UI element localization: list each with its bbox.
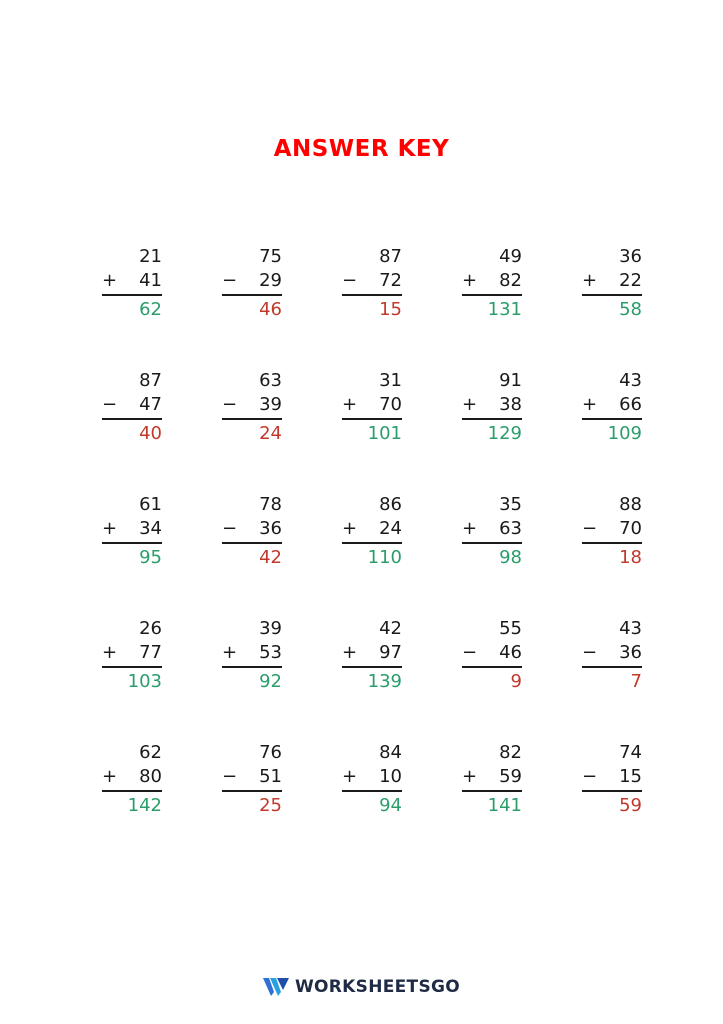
plus-sign: + — [102, 518, 118, 539]
sum-line — [462, 418, 522, 420]
top-operand: 43 — [619, 618, 642, 639]
worksheetsgo-logo-icon — [263, 976, 289, 998]
bottom-operand: 36 — [619, 642, 642, 663]
bottom-operand-row — [462, 766, 522, 790]
bottom-operand: 29 — [259, 270, 282, 291]
bottom-operand-row — [222, 518, 282, 542]
top-operand-row — [582, 618, 642, 642]
top-operand-row — [342, 742, 402, 766]
answer: 9 — [510, 671, 522, 692]
bottom-operand: 53 — [259, 642, 282, 663]
sum-line — [342, 542, 402, 544]
sum-line — [462, 542, 522, 544]
top-operand: 84 — [379, 742, 402, 763]
top-operand-row — [102, 246, 162, 270]
answer: 7 — [630, 671, 642, 692]
bottom-operand-row — [102, 394, 162, 418]
problem-3-2 — [222, 494, 282, 574]
sum-line — [462, 294, 522, 296]
top-operand-row — [462, 742, 522, 766]
sum-line — [582, 666, 642, 668]
plus-sign: + — [342, 394, 358, 415]
answer: 94 — [379, 795, 402, 816]
sum-line — [342, 666, 402, 668]
top-operand-row — [222, 246, 282, 270]
sum-line — [222, 418, 282, 420]
plus-sign: + — [342, 642, 358, 663]
problem-5-4 — [462, 742, 522, 822]
bottom-operand: 41 — [139, 270, 162, 291]
bottom-operand-row — [222, 270, 282, 294]
bottom-operand: 34 — [139, 518, 162, 539]
problem-5-3 — [342, 742, 402, 822]
problem-4-2 — [222, 618, 282, 698]
bottom-operand-row — [462, 642, 522, 666]
top-operand-row — [582, 246, 642, 270]
top-operand: 86 — [379, 494, 402, 515]
top-operand: 88 — [619, 494, 642, 515]
sum-line — [342, 294, 402, 296]
problem-1-2 — [222, 246, 282, 326]
top-operand: 43 — [619, 370, 642, 391]
problem-3-4 — [462, 494, 522, 574]
answer: 110 — [367, 547, 402, 568]
bottom-operand-row — [582, 518, 642, 542]
answer: 103 — [127, 671, 162, 692]
answer: 42 — [259, 547, 282, 568]
bottom-operand-row — [462, 518, 522, 542]
bottom-operand: 38 — [499, 394, 522, 415]
bottom-operand-row — [102, 270, 162, 294]
top-operand-row — [582, 370, 642, 394]
answer: 25 — [259, 795, 282, 816]
sum-line — [582, 418, 642, 420]
top-operand-row — [342, 370, 402, 394]
top-operand-row — [102, 742, 162, 766]
bottom-operand-row — [582, 642, 642, 666]
bottom-operand: 70 — [619, 518, 642, 539]
problem-2-4 — [462, 370, 522, 450]
problem-1-1 — [102, 246, 162, 326]
bottom-operand-row — [462, 270, 522, 294]
sum-line — [342, 790, 402, 792]
bottom-operand-row — [102, 642, 162, 666]
plus-sign: + — [102, 270, 118, 291]
sum-line — [102, 790, 162, 792]
problem-5-5 — [582, 742, 642, 822]
bottom-operand-row — [582, 394, 642, 418]
bottom-operand-row — [462, 394, 522, 418]
answer: 46 — [259, 299, 282, 320]
sum-line — [222, 790, 282, 792]
top-operand: 76 — [259, 742, 282, 763]
top-operand: 62 — [139, 742, 162, 763]
answer: 141 — [487, 795, 522, 816]
bottom-operand: 47 — [139, 394, 162, 415]
top-operand: 21 — [139, 246, 162, 267]
bottom-operand-row — [102, 518, 162, 542]
footer-brand — [0, 976, 723, 998]
bottom-operand: 97 — [379, 642, 402, 663]
answer: 131 — [487, 299, 522, 320]
answer: 92 — [259, 671, 282, 692]
problem-4-4 — [462, 618, 522, 698]
sum-line — [102, 542, 162, 544]
problem-5-1 — [102, 742, 162, 822]
minus-sign: − — [462, 642, 478, 663]
bottom-operand: 72 — [379, 270, 402, 291]
plus-sign: + — [582, 394, 598, 415]
top-operand-row — [102, 370, 162, 394]
top-operand-row — [102, 494, 162, 518]
top-operand-row — [462, 370, 522, 394]
problem-2-1 — [102, 370, 162, 450]
top-operand-row — [222, 370, 282, 394]
top-operand: 42 — [379, 618, 402, 639]
bottom-operand: 59 — [499, 766, 522, 787]
top-operand: 31 — [379, 370, 402, 391]
problem-3-5 — [582, 494, 642, 574]
plus-sign: + — [102, 642, 118, 663]
answer: 24 — [259, 423, 282, 444]
top-operand: 78 — [259, 494, 282, 515]
top-operand: 87 — [379, 246, 402, 267]
top-operand: 82 — [499, 742, 522, 763]
page-title: ANSWER KEY — [273, 136, 450, 162]
bottom-operand-row — [582, 270, 642, 294]
sum-line — [342, 418, 402, 420]
minus-sign: − — [222, 270, 238, 291]
bottom-operand: 36 — [259, 518, 282, 539]
minus-sign: − — [342, 270, 358, 291]
sum-line — [582, 790, 642, 792]
top-operand: 74 — [619, 742, 642, 763]
top-operand-row — [342, 494, 402, 518]
top-operand-row — [222, 494, 282, 518]
top-operand-row — [342, 246, 402, 270]
sum-line — [462, 790, 522, 792]
sum-line — [582, 294, 642, 296]
top-operand-row — [222, 742, 282, 766]
plus-sign: + — [342, 766, 358, 787]
top-operand-row — [582, 494, 642, 518]
problem-1-4 — [462, 246, 522, 326]
problem-4-5 — [582, 618, 642, 698]
plus-sign: + — [342, 518, 358, 539]
sum-line — [582, 542, 642, 544]
answer: 101 — [367, 423, 402, 444]
sum-line — [102, 418, 162, 420]
bottom-operand-row — [342, 518, 402, 542]
top-operand: 61 — [139, 494, 162, 515]
bottom-operand: 82 — [499, 270, 522, 291]
minus-sign: − — [222, 394, 238, 415]
problem-grid — [0, 246, 723, 826]
minus-sign: − — [222, 766, 238, 787]
bottom-operand-row — [102, 766, 162, 790]
minus-sign: − — [582, 518, 598, 539]
plus-sign: + — [462, 766, 478, 787]
plus-sign: + — [462, 394, 478, 415]
answer: 139 — [367, 671, 402, 692]
plus-sign: + — [462, 518, 478, 539]
top-operand: 63 — [259, 370, 282, 391]
bottom-operand: 70 — [379, 394, 402, 415]
bottom-operand: 77 — [139, 642, 162, 663]
problem-2-2 — [222, 370, 282, 450]
problem-3-1 — [102, 494, 162, 574]
answer: 95 — [139, 547, 162, 568]
answer: 142 — [127, 795, 162, 816]
top-operand: 75 — [259, 246, 282, 267]
bottom-operand-row — [222, 642, 282, 666]
bottom-operand: 39 — [259, 394, 282, 415]
bottom-operand: 22 — [619, 270, 642, 291]
answer: 18 — [619, 547, 642, 568]
sum-line — [102, 294, 162, 296]
bottom-operand-row — [222, 394, 282, 418]
answer: 129 — [487, 423, 522, 444]
top-operand-row — [342, 618, 402, 642]
answer: 59 — [619, 795, 642, 816]
top-operand: 39 — [259, 618, 282, 639]
top-operand: 35 — [499, 494, 522, 515]
problem-3-3 — [342, 494, 402, 574]
bottom-operand-row — [342, 270, 402, 294]
answer: 40 — [139, 423, 162, 444]
top-operand-row — [462, 246, 522, 270]
plus-sign: + — [102, 766, 118, 787]
top-operand-row — [462, 618, 522, 642]
bottom-operand: 63 — [499, 518, 522, 539]
bottom-operand-row — [342, 642, 402, 666]
plus-sign: + — [582, 270, 598, 291]
brand-name: WORKSHEETSGO — [294, 977, 461, 997]
answer: 15 — [379, 299, 402, 320]
minus-sign: − — [582, 642, 598, 663]
problem-1-5 — [582, 246, 642, 326]
top-operand-row — [222, 618, 282, 642]
answer: 109 — [607, 423, 642, 444]
bottom-operand: 15 — [619, 766, 642, 787]
answer: 98 — [499, 547, 522, 568]
top-operand: 55 — [499, 618, 522, 639]
top-operand: 36 — [619, 246, 642, 267]
bottom-operand-row — [222, 766, 282, 790]
sum-line — [222, 666, 282, 668]
bottom-operand-row — [582, 766, 642, 790]
answer: 62 — [139, 299, 162, 320]
bottom-operand: 46 — [499, 642, 522, 663]
minus-sign: − — [102, 394, 118, 415]
top-operand: 91 — [499, 370, 522, 391]
problem-4-1 — [102, 618, 162, 698]
problem-4-3 — [342, 618, 402, 698]
answer: 58 — [619, 299, 642, 320]
top-operand-row — [462, 494, 522, 518]
problem-5-2 — [222, 742, 282, 822]
bottom-operand-row — [342, 766, 402, 790]
sum-line — [102, 666, 162, 668]
top-operand: 49 — [499, 246, 522, 267]
problem-2-5 — [582, 370, 642, 450]
sum-line — [462, 666, 522, 668]
plus-sign: + — [462, 270, 478, 291]
bottom-operand-row — [342, 394, 402, 418]
bottom-operand: 80 — [139, 766, 162, 787]
bottom-operand: 10 — [379, 766, 402, 787]
top-operand: 87 — [139, 370, 162, 391]
plus-sign: + — [222, 642, 238, 663]
bottom-operand: 24 — [379, 518, 402, 539]
top-operand-row — [582, 742, 642, 766]
sum-line — [222, 294, 282, 296]
top-operand-row — [102, 618, 162, 642]
bottom-operand: 66 — [619, 394, 642, 415]
top-operand: 26 — [139, 618, 162, 639]
minus-sign: − — [582, 766, 598, 787]
minus-sign: − — [222, 518, 238, 539]
bottom-operand: 51 — [259, 766, 282, 787]
problem-2-3 — [342, 370, 402, 450]
problem-1-3 — [342, 246, 402, 326]
sum-line — [222, 542, 282, 544]
